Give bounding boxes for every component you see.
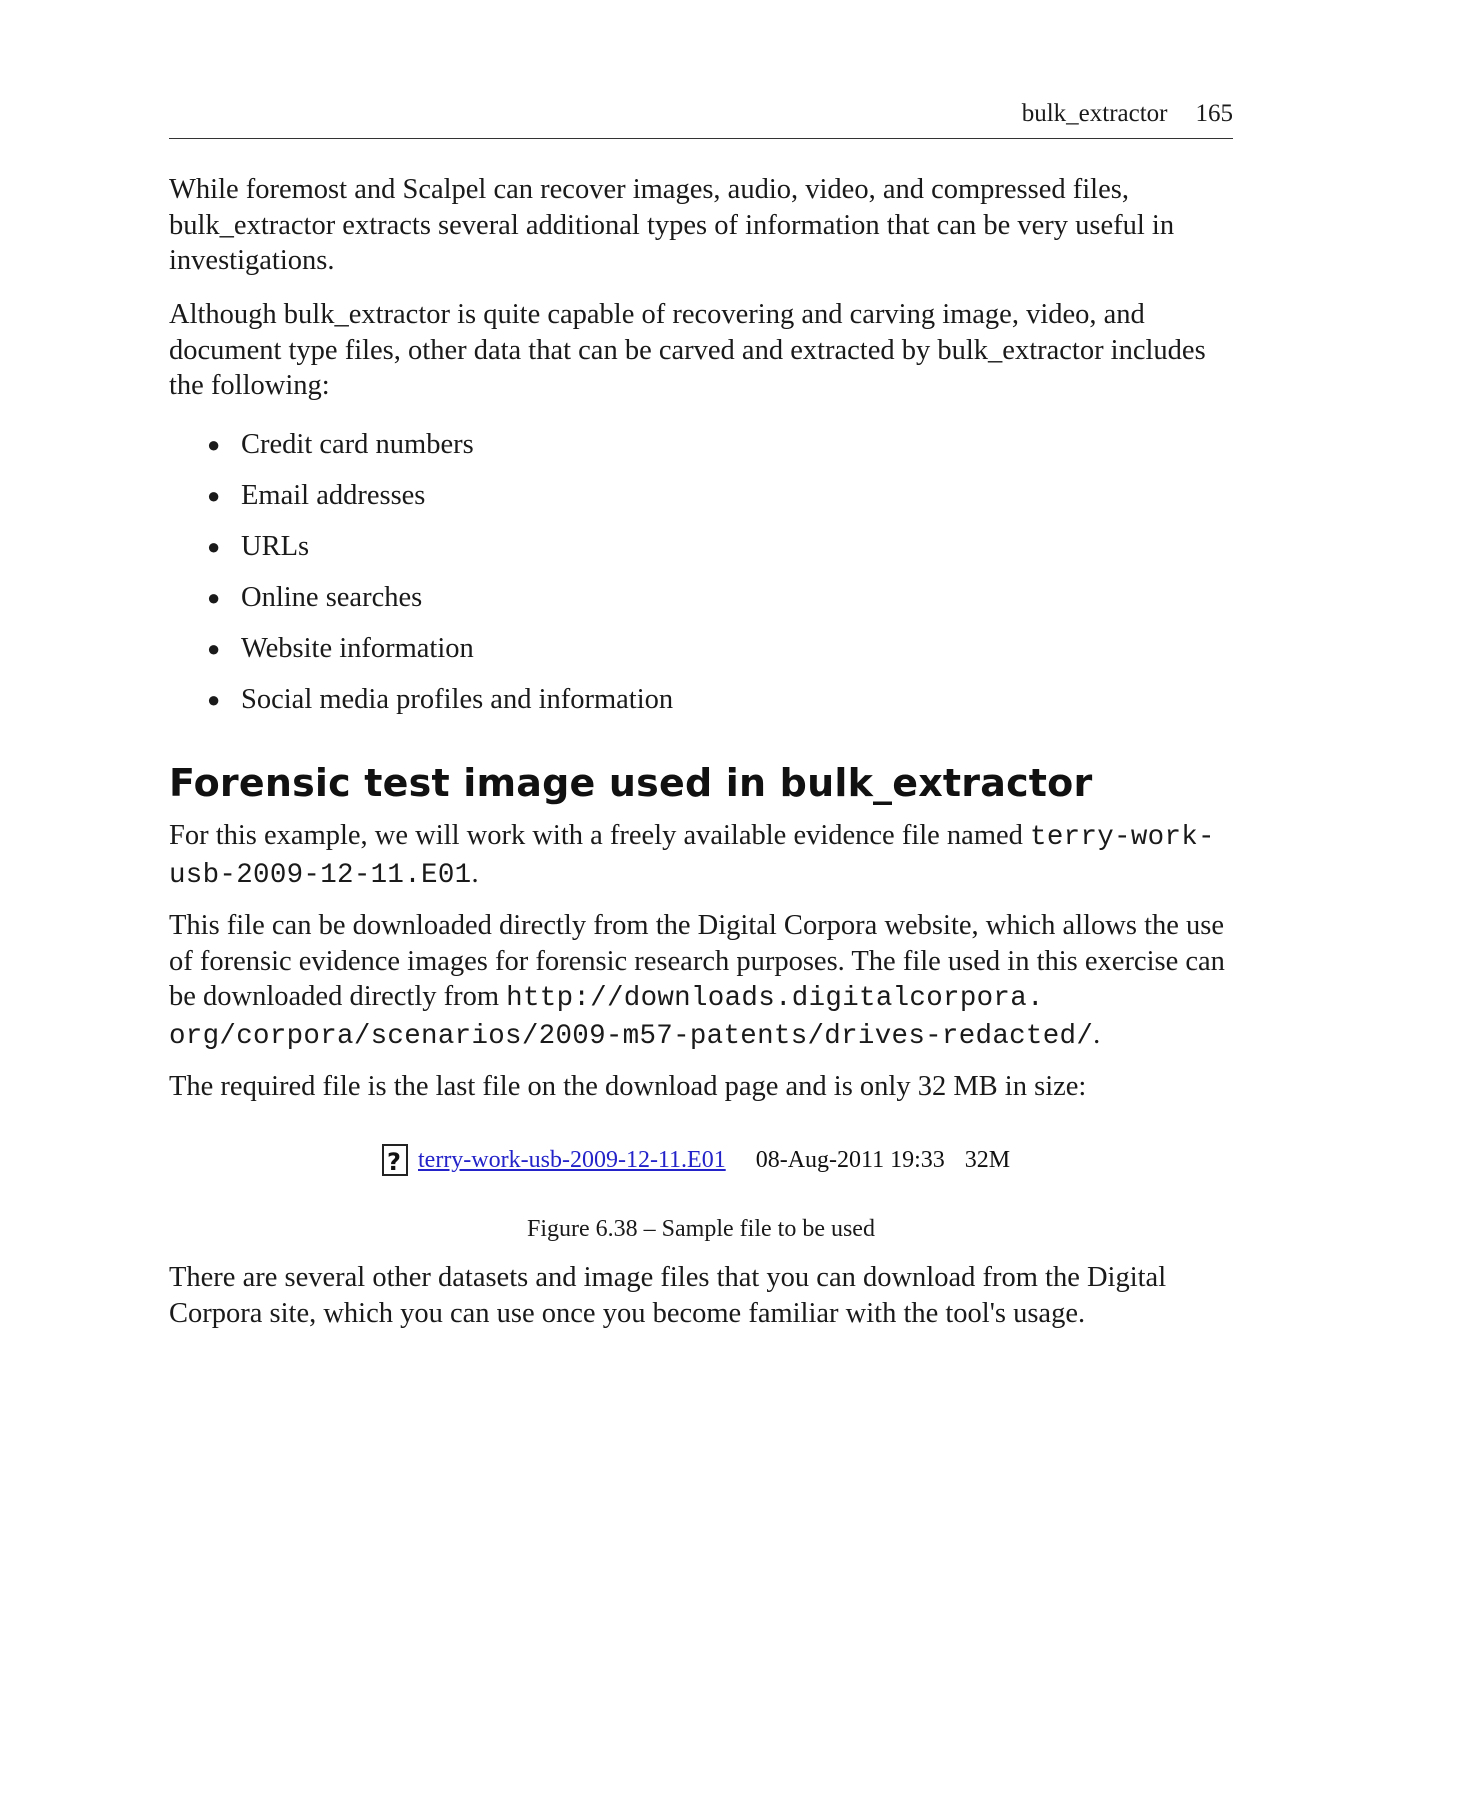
bullet-icon: ● [207, 585, 221, 610]
section-paragraph-2: This file can be downloaded directly from the Digital Corpora website, which allows the use of forensic evidence images for forensic research purposes. The file used in this exercise can be downloaded directly from http://downloads.digitalcorpora. org/corpora/scenarios/2009-m57-patents/drives-redacted/. [169, 910, 1225, 1052]
bullet-icon: ● [207, 483, 221, 508]
list-item: ● Email addresses [169, 475, 673, 526]
unknown-file-icon [382, 1144, 408, 1176]
list-item: ● URLs [169, 526, 673, 577]
list-item: ● Website information [169, 628, 673, 679]
intro-paragraph-2: Although bulk_extractor is quite capable of recovering and carving image, video, and document type files, other data that can be carved and extracted by bulk_extractor includes the following: [169, 299, 1206, 401]
file-download-link[interactable]: terry-work-usb-2009-12-11.E01 [418, 1147, 726, 1173]
file-date: 08-Aug-2011 19:33 [755, 1147, 945, 1173]
running-head-title: bulk_extractor [1021, 100, 1168, 127]
section-paragraph-1: For this example, we will work with a freely available evidence file named terry-work- usb-2009-12-11.E01. [169, 820, 1215, 891]
bullet-icon: ● [207, 687, 221, 712]
figure-file-listing [382, 1140, 1010, 1180]
section-paragraph-3: The required file is the last file on the download page and is only 32 MB in size: [169, 1071, 1087, 1102]
intro-paragraph-1: While foremost and Scalpel can recover images, audio, video, and compressed files, bulk_extractor extracts several additional types of information that can be very useful in investigations. [169, 174, 1175, 276]
list-item: ● Online searches [169, 577, 673, 628]
evidence-filename: terry-work- [1030, 822, 1215, 853]
bullet-icon: ● [207, 534, 221, 559]
figure-caption: Figure 6.38 – Sample file to be used [527, 1216, 875, 1242]
closing-paragraph: There are several other datasets and image files that you can download from the Digital Corpora site, which you can use once you become familiar with the tool's usage. [169, 1262, 1167, 1329]
extracted-data-list [169, 424, 673, 730]
section-heading: Forensic test image used in bulk_extractor [169, 761, 1093, 805]
bullet-icon: ● [207, 636, 221, 661]
evidence-filename-cont: usb-2009-12-11.E01 [169, 859, 472, 891]
download-url[interactable]: http://downloads.digitalcorpora. [506, 983, 1044, 1014]
list-item: ● Social media profiles and information [169, 679, 673, 730]
file-size: 32M [964, 1147, 1011, 1173]
bullet-icon: ● [207, 432, 221, 457]
running-head [169, 98, 1233, 139]
list-item: ● Credit card numbers [169, 424, 673, 475]
download-url-cont[interactable]: org/corpora/scenarios/2009-m57-patents/drives-redacted/ [169, 1020, 1094, 1052]
page-number: 165 [1195, 100, 1233, 127]
